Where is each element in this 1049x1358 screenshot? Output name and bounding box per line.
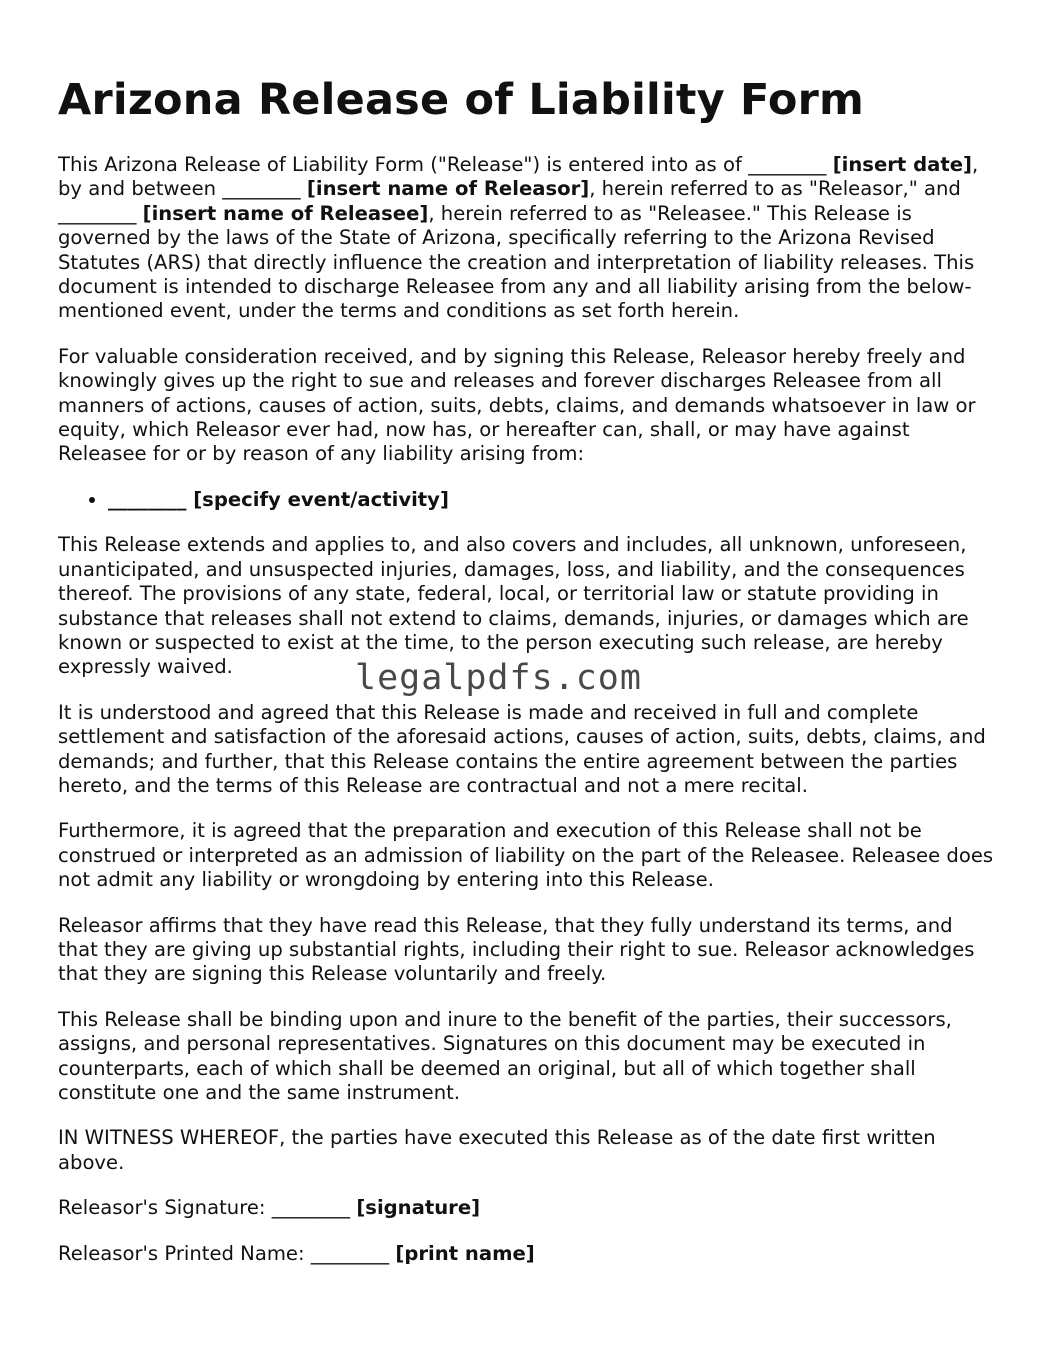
printed-name-line	[58, 1242, 998, 1266]
intro-text-2: , by and between ________	[58, 153, 979, 201]
printed-name-label: Releasor's Printed Name: ________	[58, 1241, 396, 1265]
intro-text-1: This Arizona Release of Liability Form ("Release") is entered into as of ________	[58, 153, 833, 176]
signature-placeholder: [signature]	[356, 1196, 481, 1220]
no-admission-paragraph: Furthermore, it is agreed that the preparation and execution of this Release shall not be construed or interpreted as an admission of liability on the part of the Releasee. Releasee does not admit any liability or wrongdoing by entering into this Release.	[58, 819, 994, 892]
printed-name-placeholder: [print name]	[395, 1241, 535, 1265]
binding-paragraph: This Release shall be binding upon and inure to the benefit of the parties, their successors, assigns, and personal representatives. Signatures on this document may be executed in counterparts, each of which shall be deemed an original, but all of which together shall constitute one and the same instrument.	[58, 1007, 952, 1104]
watermark: legalpdfs.com	[355, 658, 642, 698]
consideration-paragraph: For valuable consideration received, and by signing this Release, Releasor hereby freely and knowingly gives up the right to sue and releases and forever discharges Releasee from all manners of actions, causes of action, suits, debts, claims, and demands whatsoever in law or equity, which Releasor ever had, now has, or hereafter can, shall, or may have against Releasee for or by reason of any liability arising from:	[58, 344, 976, 466]
event-list	[58, 488, 998, 512]
settlement-paragraph: It is understood and agreed that this Release is made and received in full and complete settlement and satisfaction of the aforesaid actions, causes of action, suits, debts, claims, and demands; and further, that this Release contains the entire agreement between the parties hereto, and the terms of this Release are contractual and not a mere recital.	[58, 700, 986, 797]
date-placeholder: [insert date]	[832, 153, 972, 176]
page-title: Arizona Release of Liability Form	[58, 75, 865, 125]
affirmation-paragraph: Releasor affirms that they have read this Release, that they fully understand its terms, and that they are giving up substantial rights, including their right to sue. Releasor acknowledges that they are signing this Release voluntarily and freely.	[58, 913, 975, 986]
event-placeholder: ________ [specify event/activity]	[108, 487, 449, 511]
releasee-name-placeholder: [insert name of Releasee]	[142, 201, 429, 225]
signature-label: Releasor's Signature: ________	[58, 1196, 357, 1220]
intro-text-3: , herein referred to as "Releasor," and ________	[58, 177, 961, 225]
document-page	[58, 72, 998, 1287]
unknown-injuries-paragraph: This Release extends and applies to, and also covers and includes, all unknown, unforeseen, unanticipated, and unsuspected injuries, damages, loss, and liability, and the consequences thereof. The provisions of any state, federal, local, or territorial law or statute providing in substance that releases shall not extend to claims, demands, injuries, or damages which are known or suspected to exist at the time, to the person executing such release, are hereby expressly waived.	[58, 533, 969, 679]
intro-paragraph	[58, 153, 998, 324]
witness-paragraph: IN WITNESS WHEREOF, the parties have executed this Release as of the date first written above.	[58, 1126, 936, 1174]
list-item	[108, 488, 998, 512]
intro-text-4: , herein referred to as "Releasee." This Release is governed by the laws of the State of Arizona, specifically referring to the Arizona Revised Statutes (ARS) that directly influence the creation and interpretation of liability releases. This document is intended to discharge Releasee from any and all liability arising from the below-mentioned event, under the terms and conditions as set forth herein.	[58, 201, 975, 323]
signature-line	[58, 1196, 998, 1220]
releasor-name-placeholder: [insert name of Releasor]	[306, 177, 590, 201]
